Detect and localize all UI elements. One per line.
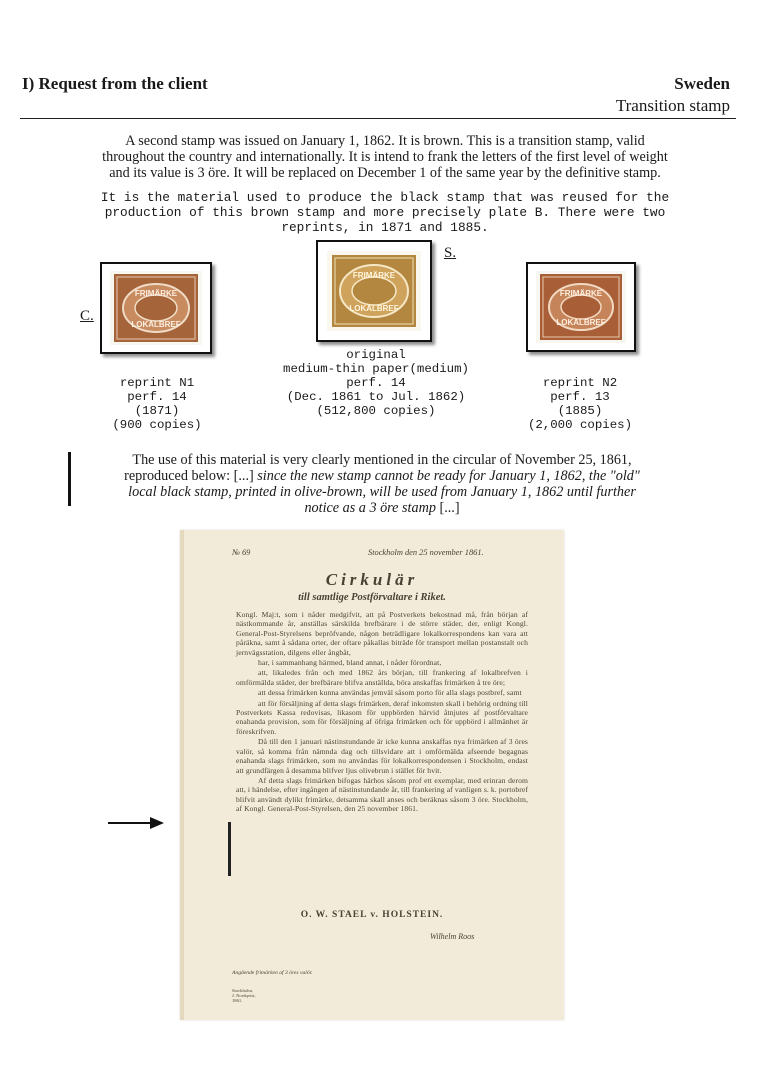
usage-quote: notice as a 3 öre stamp — [304, 500, 440, 516]
caption-line: (1871) — [134, 404, 180, 418]
stamp-center-image — [316, 240, 432, 342]
circular-paragraph: att för försäljning af detta slags frimärken, deraf inkomsten skall i behörig ordning till Postverkets Kassa redovisas, likasom för uppbörden härvid åtnjutes af postförvaltare enahanda provision, som för försäljning af öfriga frimärken och för uppbörd i allmänhet är föreskrifven. — [236, 698, 528, 736]
circular-paragraph: har, i sammanhang härmed, bland annat, i nåder förordnat, — [258, 658, 442, 668]
circular-number: № 69 — [232, 548, 251, 557]
caption-line: (2,000 copies) — [527, 418, 633, 432]
circular-paragraph: Då till den 1 januari nästinstundande är icke kunna anskaffas nya frimärken af 3 öres valör, så komma från nämnda dag och tillsvidare att i omförmälda afseende begagnas enahanda slags frimärken, som nu användas för lokalkorrespondensen i Stockholm, endast att grundfärgen å desamma blifver ljus olivebrun i stället för hvit. — [236, 737, 528, 775]
circular-title: Cirkulär — [325, 570, 419, 589]
printer-line: 1861. — [232, 998, 243, 1004]
usage-line — [72, 500, 692, 516]
printer-line: J. Nordqvist, — [232, 993, 256, 999]
material-note — [40, 190, 730, 235]
stamp-center-top-text: FRIMÄRKE — [352, 271, 396, 280]
usage-line — [72, 468, 692, 484]
stamp-right-top-text: FRIMÄRKE — [559, 289, 603, 298]
intro-line: and its value is 3 öre. It will be replaced on December 1 of the same year by the definitive stamp. — [109, 165, 661, 181]
stamp-center-graphic — [318, 242, 430, 340]
stamp-left-caption — [92, 376, 222, 432]
caption-line: perf. 14 — [346, 376, 406, 390]
caption-line: perf. 14 — [127, 390, 187, 404]
circular-dateline: Stockholm den 25 november 1861. — [368, 548, 484, 557]
circular-body — [236, 610, 528, 815]
stamp-left-top-text: FRIMÄRKE — [134, 289, 178, 298]
stamp-center-bottom-text: LOKALBREF — [349, 304, 399, 313]
circular-signature: O. W. STAEL v. HOLSTEIN. — [300, 910, 444, 920]
stamp-center-caption — [262, 348, 490, 418]
country-title: Sweden — [674, 74, 730, 93]
pointer-arrow-icon — [108, 816, 164, 830]
stamp-left-bottom-text: LOKALBREF — [131, 320, 181, 329]
circular-subtitle: till samtlige Postförvaltare i Riket. — [298, 592, 446, 603]
usage-text: [...] — [439, 500, 460, 516]
caption-line: (Dec. 1861 to Jul. 1862) — [286, 390, 466, 404]
circular-paragraph: att, likaledes från och med 1862 års början, till frankering af lokalbrefven i omförmälda städer, der brefbärare blifva anställda, böra anskaffas frimärken å tre öre; — [236, 668, 528, 687]
stamp-right-graphic — [528, 264, 634, 350]
usage-sidebar-rule — [68, 452, 71, 506]
stamp-right-caption — [510, 376, 650, 432]
caption-line: perf. 13 — [550, 390, 610, 404]
circular-text: Kongl. Maj:t, som i nåder medgifvit, att på Postverkets bekostnad må, från början af nästkommande år, anställas särskilda brefbärare i de större städer, der, enligt Kongl. General-Post-Styrelsens bepröfvande, någon beträdligare lokalkorrespondens kan vara att påräkna, samt å sådana orter, der oftare påkallas biträde för transport mellan postanstalt och jernvägsstation, dilgens eller ångbåt, — [236, 610, 528, 657]
printer-line: Stockholm, — [232, 988, 254, 993]
circular-paragraph: att dessa frimärken kunna användas jemväl såsom porto för alla slags postbref, samt — [258, 688, 522, 698]
stamp-right-bottom-text: LOKALBREF — [556, 318, 606, 327]
circular-footnote: Angående frimärken af 3 öres valör. — [232, 970, 313, 976]
stamp-left-image — [100, 262, 212, 354]
stamp-center-mark: S. — [444, 245, 457, 261]
usage-line: The use of this material is very clearly mentioned in the circular of November 25, 1861, — [132, 452, 632, 468]
circular-document-image — [180, 530, 564, 1020]
usage-line — [72, 484, 692, 500]
usage-quote: since the new stamp cannot be ready for January 1, 1862, the "old" — [257, 468, 640, 484]
caption-line: reprint N2 — [542, 376, 618, 390]
caption-line: reprint N1 — [119, 376, 195, 390]
material-line: It is the material used to produce the black stamp that was reused for the — [100, 190, 670, 205]
circular-printer — [232, 988, 256, 1004]
section-title: I) Request from the client — [22, 74, 208, 93]
caption-line: medium-thin paper(medium) — [283, 362, 469, 376]
circular-margin-mark — [228, 822, 231, 876]
caption-line: original — [346, 348, 406, 362]
usage-quote: local black stamp, printed in olive-brown, will be used from January 1, 1862 until further — [128, 484, 636, 500]
material-line: reprints, in 1871 and 1885. — [281, 220, 489, 235]
caption-line: (900 copies) — [112, 418, 202, 432]
material-line: production of this brown stamp and more precisely plate B. There were two — [104, 205, 666, 220]
stamp-left-graphic — [102, 264, 210, 352]
circular-edge — [180, 530, 184, 1020]
circular-paragraph: Af detta slags frimärken bifogas härhos såsom prof ett exemplar, med erinran derom att, i händelse, efter ingången af nästinstundande år, till frankering af vanligen s. k. portobref blifvit användt dylikt frimärke, detsamma skall anses och beräknas såsom 3 öre. Stockholm, af Kongl. General-Post-Styrelsen, den 25 november 1861. — [236, 775, 528, 814]
caption-line: (512,800 copies) — [316, 404, 436, 418]
usage-text: reproduced below: [...] — [124, 468, 258, 484]
intro-line: A second stamp was issued on January 1, 1862. It is brown. This is a transition stamp, valid — [125, 133, 645, 149]
intro-line: throughout the country and internationally. It is intend to frank the letters of the first level of weight — [102, 149, 668, 165]
circular-paragraph — [236, 610, 528, 657]
intro-paragraph — [40, 133, 730, 181]
circular-cosignature: Wilhelm Roos — [430, 932, 475, 941]
stamp-left-mark: C. — [80, 308, 94, 324]
stamp-right-image — [526, 262, 636, 352]
header-rule — [20, 118, 736, 119]
usage-paragraph — [72, 452, 692, 516]
caption-line: (1885) — [557, 404, 603, 418]
page-subtitle: Transition stamp — [615, 96, 730, 115]
